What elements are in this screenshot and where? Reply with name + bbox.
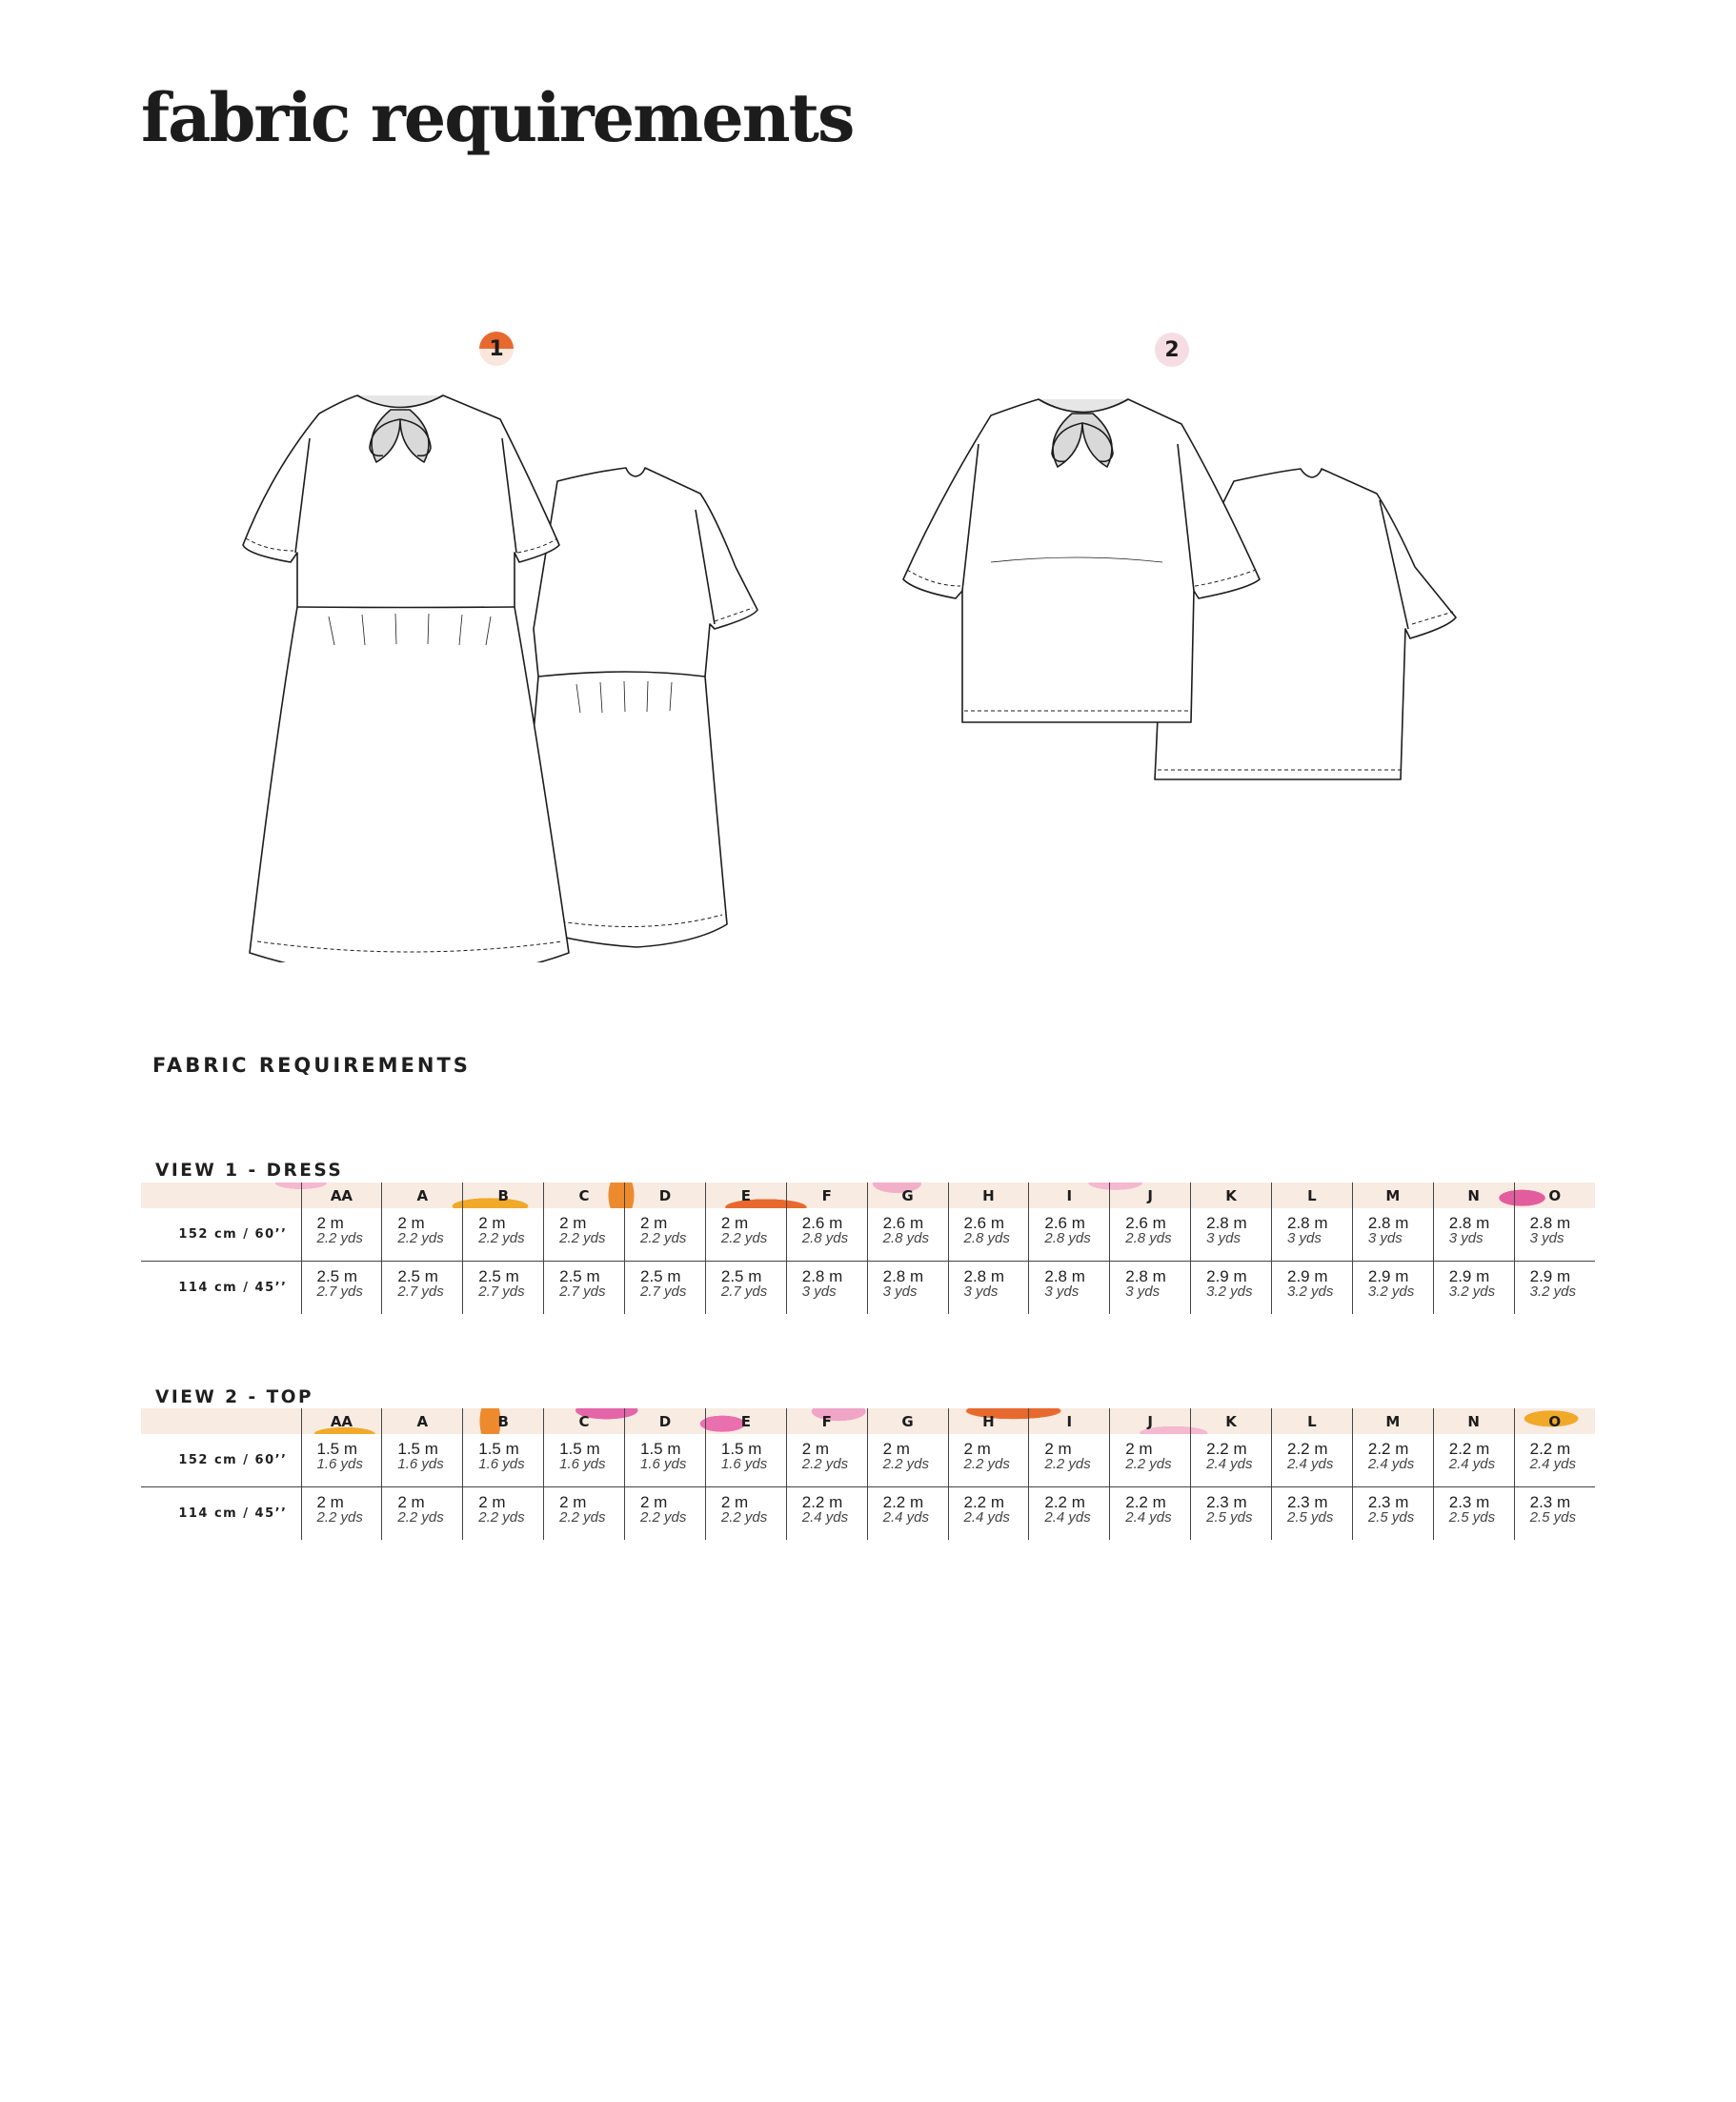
size-header-o: O — [1514, 1182, 1595, 1208]
table-cell — [1191, 1262, 1272, 1315]
table-cell — [1110, 1208, 1191, 1262]
metric-amount: 2.8 m — [1206, 1214, 1247, 1232]
imperial-amount: 2.5 yds — [1448, 1509, 1496, 1526]
imperial-amount: 3.2 yds — [1206, 1283, 1253, 1300]
size-header-o: O — [1514, 1408, 1595, 1434]
header-corner — [141, 1408, 301, 1434]
metric-amount: 2.9 m — [1206, 1267, 1247, 1285]
metric-amount: 2.3 m — [1206, 1493, 1247, 1511]
page-title: fabric requirements — [141, 78, 854, 157]
metric-amount: 2.9 m — [1287, 1267, 1328, 1285]
metric-amount: 2.6 m — [882, 1214, 924, 1232]
table-cell — [625, 1487, 706, 1541]
imperial-amount: 2.5 yds — [1367, 1509, 1415, 1526]
table-cell — [1433, 1262, 1514, 1315]
table-cell — [544, 1434, 625, 1487]
table-row — [141, 1434, 1595, 1487]
metric-amount: 2.6 m — [801, 1214, 843, 1232]
imperial-amount: 2.5 yds — [1206, 1509, 1253, 1526]
imperial-amount: 2.2 yds — [316, 1509, 363, 1526]
imperial-amount: 2.2 yds — [1125, 1456, 1172, 1472]
imperial-amount: 3.2 yds — [1448, 1283, 1496, 1300]
table-cell — [1514, 1208, 1595, 1262]
table-cell — [382, 1262, 463, 1315]
table-cell — [867, 1208, 948, 1262]
metric-amount: 2.2 m — [1206, 1440, 1247, 1458]
table-cell — [463, 1487, 544, 1541]
metric-amount: 2 m — [963, 1440, 991, 1458]
metric-amount: 2.8 m — [1367, 1214, 1409, 1232]
metric-amount: 2.5 m — [316, 1267, 358, 1285]
imperial-amount: 2.8 yds — [801, 1230, 849, 1246]
imperial-amount: 2.8 yds — [963, 1230, 1010, 1246]
imperial-amount: 1.6 yds — [640, 1456, 687, 1472]
table-cell — [948, 1434, 1029, 1487]
size-header-f: F — [786, 1182, 867, 1208]
table-cell — [1191, 1487, 1272, 1541]
imperial-amount: 3 yds — [1044, 1283, 1080, 1300]
table-cell — [1352, 1487, 1433, 1541]
table-cell — [867, 1262, 948, 1315]
table-cell — [301, 1208, 382, 1262]
size-header-l: L — [1272, 1408, 1353, 1434]
imperial-amount: 2.2 yds — [720, 1509, 768, 1526]
metric-amount: 2.8 m — [1125, 1267, 1166, 1285]
size-header-b: B — [463, 1408, 544, 1434]
imperial-amount: 2.2 yds — [963, 1456, 1010, 1472]
size-header-m: M — [1352, 1408, 1433, 1434]
imperial-amount: 2.5 yds — [1287, 1509, 1334, 1526]
table-cell — [1191, 1208, 1272, 1262]
imperial-amount: 3 yds — [1125, 1283, 1161, 1300]
metric-amount: 2.2 m — [1125, 1493, 1166, 1511]
table-cell — [705, 1487, 786, 1541]
imperial-amount: 1.6 yds — [559, 1456, 606, 1472]
imperial-amount: 2.2 yds — [478, 1509, 525, 1526]
metric-amount: 2 m — [397, 1214, 425, 1232]
metric-amount: 2.8 m — [1448, 1214, 1490, 1232]
size-header-h: H — [948, 1408, 1029, 1434]
imperial-amount: 3 yds — [1287, 1230, 1322, 1246]
imperial-amount: 2.4 yds — [1367, 1456, 1415, 1472]
table-cell — [1352, 1208, 1433, 1262]
table-cell — [463, 1208, 544, 1262]
imperial-amount: 2.7 yds — [478, 1283, 525, 1300]
table-cell — [1433, 1487, 1514, 1541]
table-cell — [301, 1434, 382, 1487]
imperial-amount: 2.2 yds — [478, 1230, 525, 1246]
metric-amount: 2.2 m — [963, 1493, 1005, 1511]
table-cell — [867, 1487, 948, 1541]
imperial-amount: 2.2 yds — [882, 1456, 929, 1472]
imperial-amount: 2.8 yds — [882, 1230, 929, 1246]
imperial-amount: 2.4 yds — [1206, 1456, 1253, 1472]
metric-amount: 2.2 m — [1367, 1440, 1409, 1458]
fabric-width-label: 114 cm / 45’’ — [178, 1506, 288, 1521]
metric-amount: 2 m — [397, 1493, 425, 1511]
imperial-amount: 2.7 yds — [316, 1283, 363, 1300]
imperial-amount: 2.2 yds — [559, 1230, 606, 1246]
metric-amount: 2.6 m — [1125, 1214, 1166, 1232]
imperial-amount: 3 yds — [1529, 1230, 1564, 1246]
size-header-i: I — [1029, 1408, 1110, 1434]
metric-amount: 2 m — [559, 1214, 587, 1232]
metric-amount: 2.2 m — [801, 1493, 843, 1511]
size-header-f: F — [786, 1408, 867, 1434]
size-header-l: L — [1272, 1182, 1353, 1208]
size-header-k: K — [1191, 1182, 1272, 1208]
imperial-amount: 3 yds — [1206, 1230, 1241, 1246]
fabric-width-label: 114 cm / 45’’ — [178, 1281, 288, 1295]
table-cell — [705, 1434, 786, 1487]
metric-amount: 2 m — [640, 1214, 668, 1232]
imperial-amount: 2.4 yds — [801, 1509, 849, 1526]
table-cell — [948, 1487, 1029, 1541]
table-cell — [1433, 1208, 1514, 1262]
size-header-g: G — [867, 1182, 948, 1208]
table-cell — [463, 1262, 544, 1315]
imperial-amount: 2.4 yds — [1044, 1509, 1091, 1526]
table-cell — [544, 1487, 625, 1541]
metric-amount: 2.3 m — [1287, 1493, 1328, 1511]
table-cell — [948, 1208, 1029, 1262]
table-cell — [1110, 1262, 1191, 1315]
metric-amount: 2.2 m — [1044, 1493, 1085, 1511]
view-1-requirements-table — [141, 1182, 1595, 1314]
size-header-e: E — [705, 1408, 786, 1434]
imperial-amount: 2.2 yds — [720, 1230, 768, 1246]
metric-amount: 2 m — [801, 1440, 830, 1458]
metric-amount: 2.3 m — [1367, 1493, 1409, 1511]
table-cell — [544, 1262, 625, 1315]
metric-amount: 2.6 m — [963, 1214, 1005, 1232]
table-cell — [1110, 1434, 1191, 1487]
imperial-amount: 3 yds — [1448, 1230, 1484, 1246]
top-technical-drawing — [896, 391, 1486, 791]
metric-amount: 2.9 m — [1529, 1267, 1571, 1285]
imperial-amount: 2.7 yds — [397, 1283, 444, 1300]
metric-amount: 2 m — [478, 1493, 506, 1511]
imperial-amount: 2.7 yds — [720, 1283, 768, 1300]
dress-front-view — [243, 395, 569, 962]
metric-amount: 2 m — [559, 1493, 587, 1511]
view-2-requirements-table — [141, 1408, 1595, 1540]
metric-amount: 2.5 m — [720, 1267, 762, 1285]
metric-amount: 1.5 m — [559, 1440, 600, 1458]
size-header-aa: AA — [301, 1408, 382, 1434]
imperial-amount: 2.2 yds — [1044, 1456, 1091, 1472]
imperial-amount: 3 yds — [963, 1283, 999, 1300]
size-header-j: J — [1110, 1182, 1191, 1208]
imperial-amount: 2.2 yds — [559, 1509, 606, 1526]
imperial-amount: 3 yds — [1367, 1230, 1403, 1246]
table-cell — [1514, 1434, 1595, 1487]
imperial-amount: 2.5 yds — [1529, 1509, 1576, 1526]
size-header-row — [141, 1182, 1595, 1208]
view-1-badge: 1 — [479, 332, 514, 366]
table-cell — [1272, 1208, 1353, 1262]
imperial-amount: 2.8 yds — [1044, 1230, 1091, 1246]
imperial-amount: 2.2 yds — [801, 1456, 849, 1472]
metric-amount: 2 m — [882, 1440, 910, 1458]
table-cell — [544, 1208, 625, 1262]
metric-amount: 2.8 m — [882, 1267, 924, 1285]
dress-technical-drawing — [219, 381, 772, 962]
table-row — [141, 1208, 1595, 1262]
imperial-amount: 2.2 yds — [397, 1509, 444, 1526]
table-cell — [1029, 1262, 1110, 1315]
imperial-amount: 2.2 yds — [640, 1509, 687, 1526]
table-cell — [1352, 1434, 1433, 1487]
metric-amount: 2.5 m — [559, 1267, 600, 1285]
metric-amount: 1.5 m — [640, 1440, 681, 1458]
fabric-width-label: 152 cm / 60’’ — [141, 1434, 301, 1487]
metric-amount: 2.2 m — [1448, 1440, 1490, 1458]
table-cell — [625, 1434, 706, 1487]
imperial-amount: 2.4 yds — [1448, 1456, 1496, 1472]
imperial-amount: 1.6 yds — [720, 1456, 768, 1472]
size-header-g: G — [867, 1408, 948, 1434]
view-2-heading: VIEW 2 - TOP — [155, 1387, 314, 1407]
imperial-amount: 2.4 yds — [1125, 1509, 1172, 1526]
table-cell — [786, 1208, 867, 1262]
metric-amount: 2 m — [316, 1214, 344, 1232]
metric-amount: 2.8 m — [801, 1267, 843, 1285]
imperial-amount: 2.4 yds — [1287, 1456, 1334, 1472]
size-header-b: B — [463, 1182, 544, 1208]
table-cell — [625, 1208, 706, 1262]
metric-amount: 2 m — [1044, 1440, 1072, 1458]
table-cell — [1191, 1434, 1272, 1487]
imperial-amount: 3 yds — [801, 1283, 837, 1300]
metric-amount: 2.8 m — [1287, 1214, 1328, 1232]
metric-amount: 2.2 m — [882, 1493, 924, 1511]
size-header-h: H — [948, 1182, 1029, 1208]
imperial-amount: 2.7 yds — [559, 1283, 606, 1300]
imperial-amount: 2.4 yds — [1529, 1456, 1576, 1472]
table-cell — [1272, 1487, 1353, 1541]
size-header-d: D — [625, 1408, 706, 1434]
table-cell — [301, 1262, 382, 1315]
table-cell — [948, 1262, 1029, 1315]
metric-amount: 1.5 m — [478, 1440, 519, 1458]
table-cell — [1352, 1262, 1433, 1315]
metric-amount: 2.2 m — [1529, 1440, 1571, 1458]
table-cell — [867, 1434, 948, 1487]
table-cell — [301, 1487, 382, 1541]
metric-amount: 2 m — [720, 1493, 749, 1511]
table-cell — [786, 1262, 867, 1315]
size-header-c: C — [544, 1182, 625, 1208]
imperial-amount: 3.2 yds — [1287, 1283, 1334, 1300]
header-corner — [141, 1182, 301, 1208]
imperial-amount: 3.2 yds — [1529, 1283, 1576, 1300]
imperial-amount: 3 yds — [882, 1283, 918, 1300]
table-cell — [786, 1434, 867, 1487]
metric-amount: 2.8 m — [1529, 1214, 1571, 1232]
imperial-amount: 3.2 yds — [1367, 1283, 1415, 1300]
metric-amount: 2.3 m — [1448, 1493, 1490, 1511]
size-header-row — [141, 1408, 1595, 1434]
table-cell — [625, 1262, 706, 1315]
imperial-amount: 2.4 yds — [882, 1509, 929, 1526]
imperial-amount: 2.7 yds — [640, 1283, 687, 1300]
size-header-n: N — [1433, 1408, 1514, 1434]
metric-amount: 2.8 m — [963, 1267, 1005, 1285]
metric-amount: 2.3 m — [1529, 1493, 1571, 1511]
table-cell — [1433, 1434, 1514, 1487]
imperial-amount: 2.8 yds — [1125, 1230, 1172, 1246]
metric-amount: 1.5 m — [316, 1440, 358, 1458]
metric-amount: 2.9 m — [1448, 1267, 1490, 1285]
table-cell — [1272, 1434, 1353, 1487]
metric-amount: 2 m — [640, 1493, 668, 1511]
table-cell — [382, 1487, 463, 1541]
metric-amount: 2 m — [720, 1214, 749, 1232]
metric-amount: 2 m — [478, 1214, 506, 1232]
table-cell — [463, 1434, 544, 1487]
metric-amount: 2.5 m — [640, 1267, 681, 1285]
size-header-j: J — [1110, 1408, 1191, 1434]
table-cell — [1029, 1487, 1110, 1541]
table-cell — [705, 1208, 786, 1262]
metric-amount: 1.5 m — [397, 1440, 438, 1458]
fabric-width-label: 152 cm / 60’’ — [141, 1208, 301, 1262]
table-cell — [382, 1208, 463, 1262]
imperial-amount: 2.2 yds — [316, 1230, 363, 1246]
table-cell — [1272, 1262, 1353, 1315]
metric-amount: 2.6 m — [1044, 1214, 1085, 1232]
table-cell — [1029, 1434, 1110, 1487]
table-cell — [705, 1262, 786, 1315]
size-header-d: D — [625, 1182, 706, 1208]
metric-amount: 2 m — [1125, 1440, 1153, 1458]
view-1-heading: VIEW 1 - DRESS — [155, 1161, 344, 1181]
table-cell — [1514, 1262, 1595, 1315]
size-header-k: K — [1191, 1408, 1272, 1434]
view-2-badge: 2 — [1155, 333, 1189, 367]
table-cell — [1029, 1208, 1110, 1262]
table-cell — [1514, 1487, 1595, 1541]
metric-amount: 2 m — [316, 1493, 344, 1511]
table-cell — [1110, 1487, 1191, 1541]
imperial-amount: 2.2 yds — [397, 1230, 444, 1246]
size-header-n: N — [1433, 1182, 1514, 1208]
metric-amount: 1.5 m — [720, 1440, 762, 1458]
metric-amount: 2.9 m — [1367, 1267, 1409, 1285]
size-header-e: E — [705, 1182, 786, 1208]
size-header-i: I — [1029, 1182, 1110, 1208]
metric-amount: 2.2 m — [1287, 1440, 1328, 1458]
table-cell — [382, 1434, 463, 1487]
imperial-amount: 1.6 yds — [397, 1456, 444, 1472]
size-header-a: A — [382, 1408, 463, 1434]
table-row — [141, 1487, 1595, 1541]
size-header-m: M — [1352, 1182, 1433, 1208]
size-header-c: C — [544, 1408, 625, 1434]
size-header-aa: AA — [301, 1182, 382, 1208]
table-cell — [786, 1487, 867, 1541]
imperial-amount: 2.2 yds — [640, 1230, 687, 1246]
imperial-amount: 2.4 yds — [963, 1509, 1010, 1526]
metric-amount: 2.5 m — [397, 1267, 438, 1285]
fabric-requirements-heading: FABRIC REQUIREMENTS — [152, 1054, 471, 1077]
imperial-amount: 1.6 yds — [478, 1456, 525, 1472]
metric-amount: 2.8 m — [1044, 1267, 1085, 1285]
imperial-amount: 1.6 yds — [316, 1456, 363, 1472]
metric-amount: 2.5 m — [478, 1267, 519, 1285]
table-row — [141, 1262, 1595, 1315]
size-header-a: A — [382, 1182, 463, 1208]
